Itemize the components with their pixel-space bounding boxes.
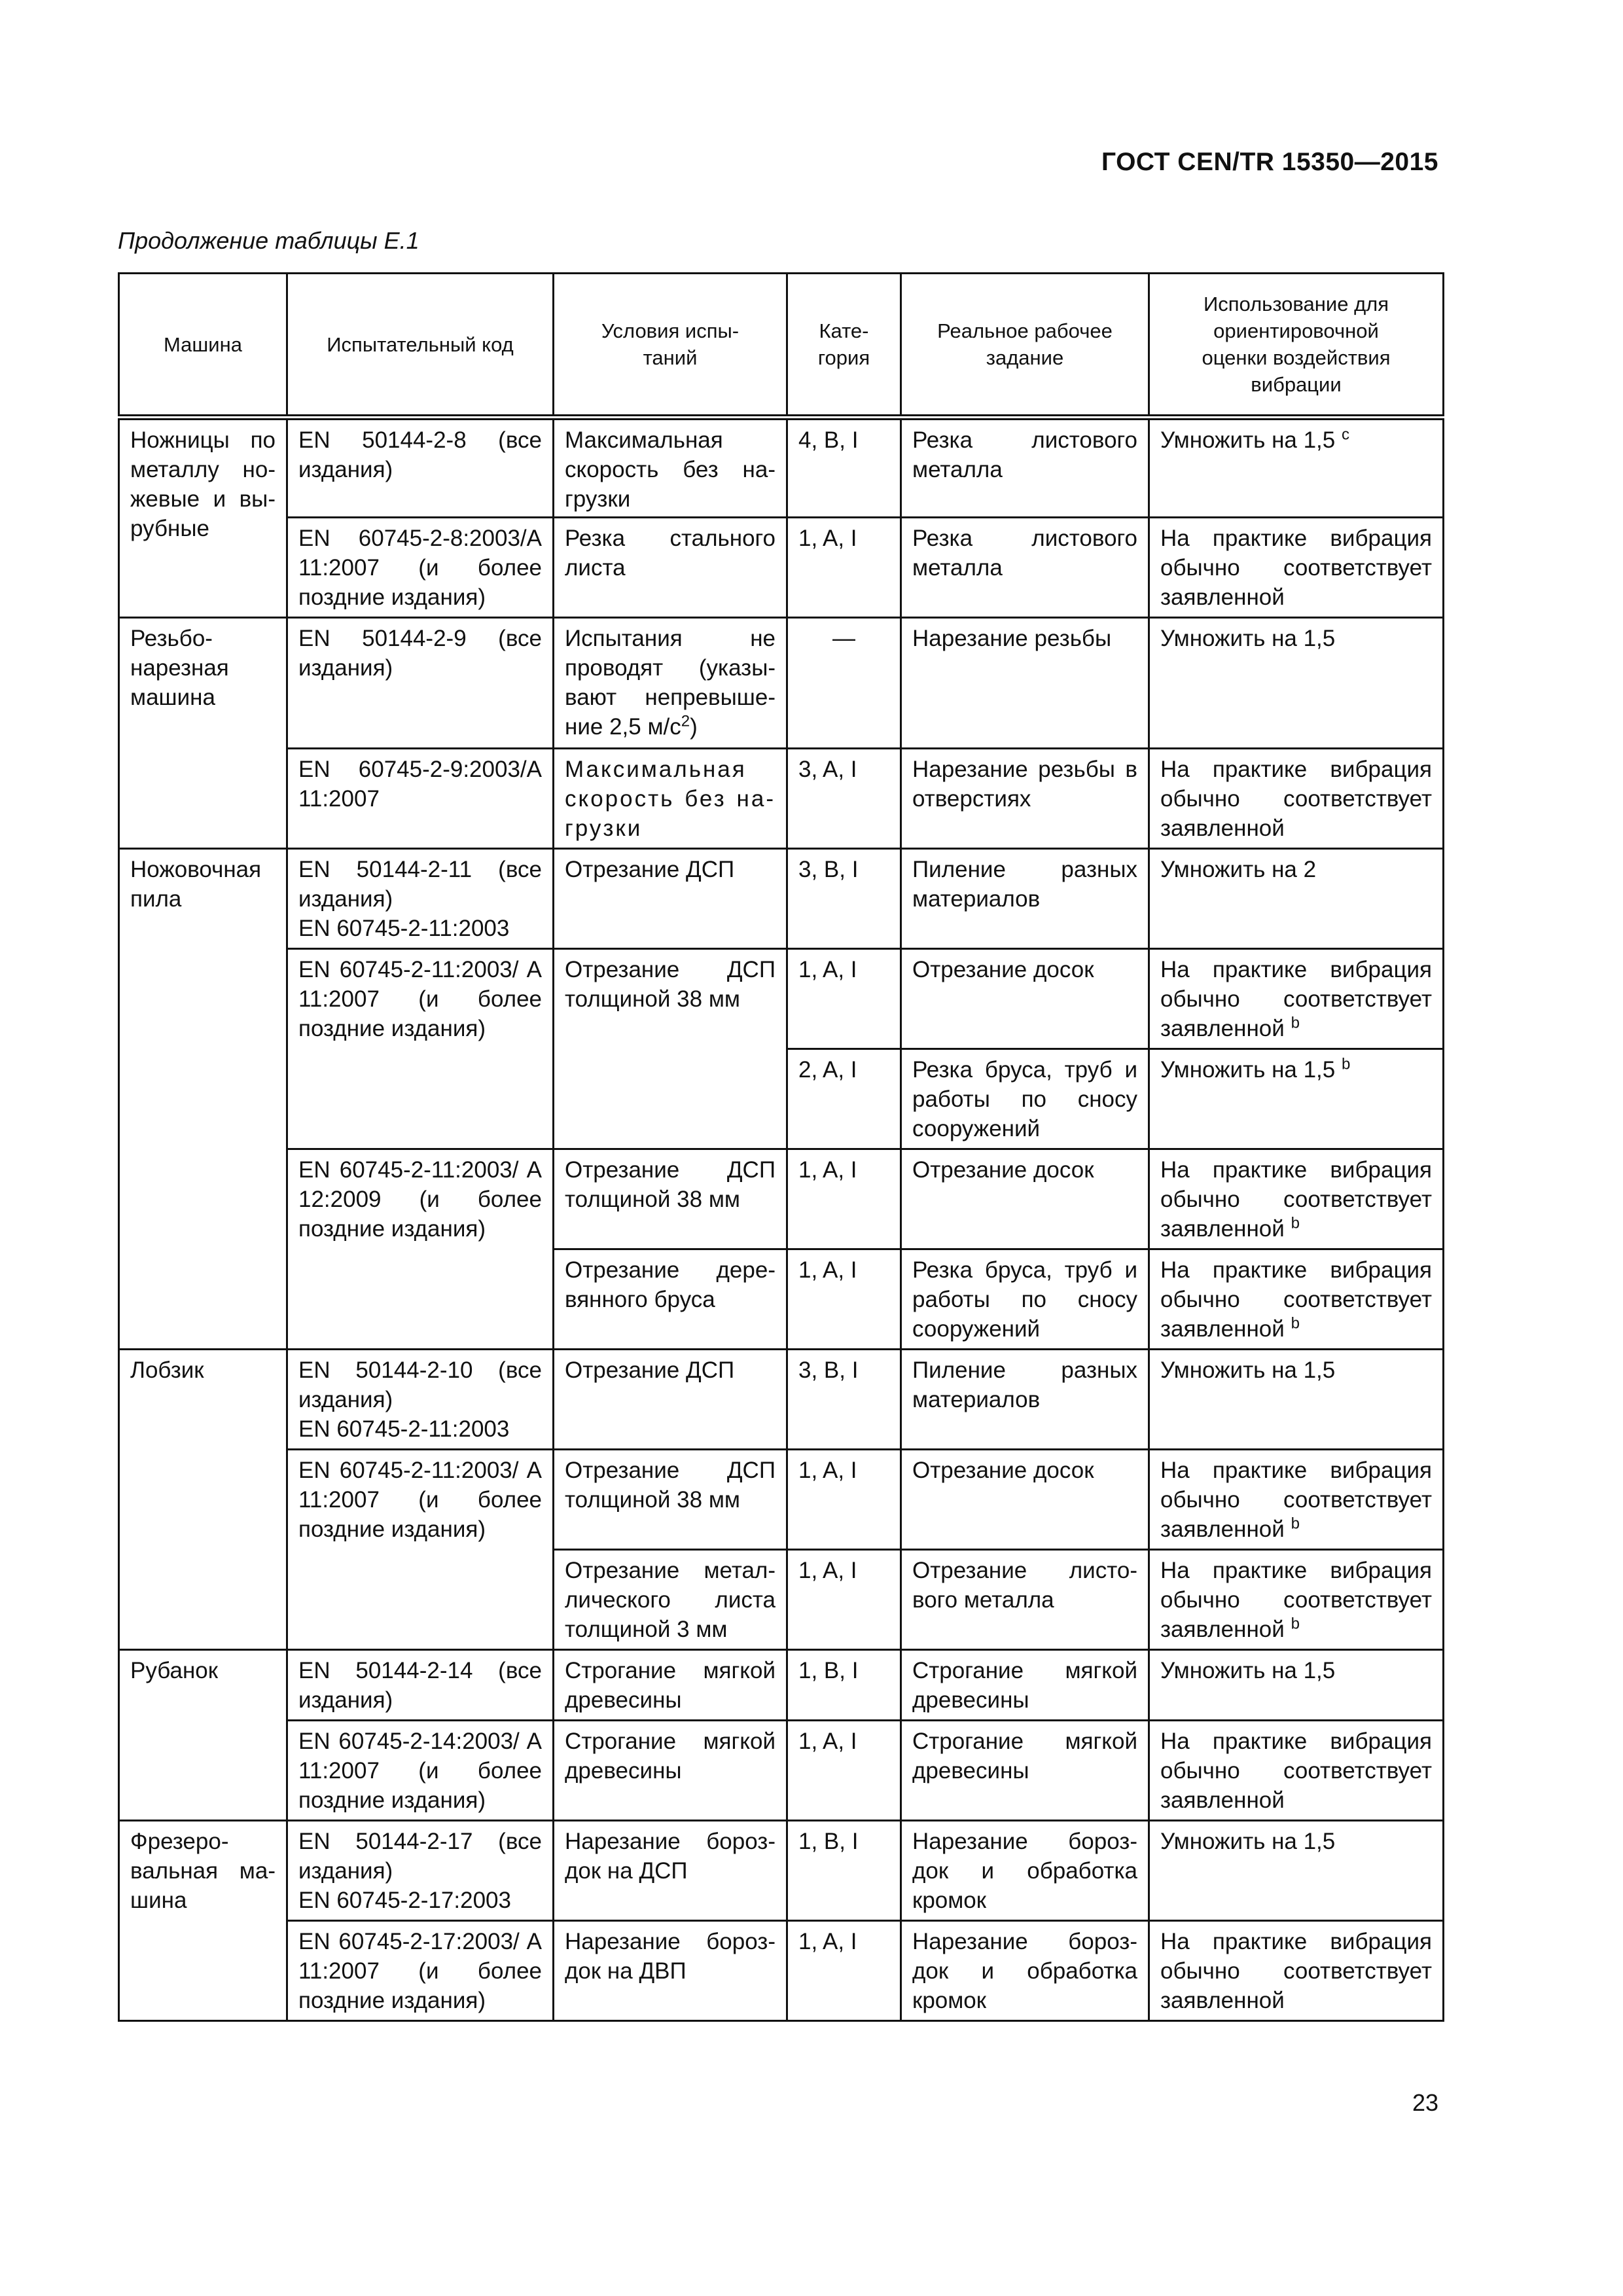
category-cell: 1, A, I [787,1550,901,1650]
real-task-cell: Нарезание бороз-док и обработка кромок [901,1821,1149,1921]
usage-cell: На практике вибрация обычно соответствует заявленной $^b$ [1149,1450,1444,1550]
footnote-marker: b [1291,1214,1300,1232]
test-conditions-cell: Отрезание ДСП [554,1350,787,1450]
test-conditions-cell: Строгание мягкой древесины [554,1721,787,1821]
test-conditions-cell: Максимальная скорость без на-грузки [554,418,787,518]
test-code-cell: EN 60745-2-8:2003/A 11:2007 (и более поздние издания) [287,518,554,618]
usage-cell: Умножить на 1,5 $^c$ [1149,418,1444,518]
table-row [119,949,1444,1049]
col-header-test-code: Испытательный код [287,274,554,418]
category-cell: 4, B, I [787,418,901,518]
category-cell: 3, B, I [787,1350,901,1450]
usage-cell: На практике вибрация обычно соответствует заявленной $^b$ [1149,1149,1444,1249]
real-task-cell: Нарезание бороз-док и обработка кромок [901,1921,1149,2021]
test-conditions-cell: Испытания не проводят (указы-вают непревыше-ние 2,5 $м/с^2$) [554,618,787,749]
real-task-cell: Резка листового металла [901,518,1149,618]
usage-cell: На практике вибрация обычно соответствует заявленной [1149,1721,1444,1821]
test-code-cell: EN 60745-2-9:2003/A 11:2007 [287,749,554,849]
real-task-cell: Отрезание досок [901,949,1149,1049]
test-conditions-cell: Отрезание метал-лического листа толщиной 3 мм [554,1550,787,1650]
usage-cell: На практике вибрация обычно соответствует заявленной [1149,749,1444,849]
usage-cell: На практике вибрация обычно соответствует заявленной [1149,518,1444,618]
category-cell: 3, A, I [787,749,901,849]
usage-cell: Умножить на 2 [1149,849,1444,949]
table-row [119,1650,1444,1721]
col-header-machine: Машина [119,274,287,418]
category-cell: 1, A, I [787,1921,901,2021]
col-header-test-conditions: Условия испы- таний [554,274,787,418]
category-cell: 1, B, I [787,1821,901,1921]
test-conditions-cell: Отрезание дере-вянного бруса [554,1249,787,1350]
col-header-real-task: Реальное рабочее задание [901,274,1149,418]
footnote-marker: b [1291,1314,1300,1333]
usage-cell: На практике вибрация обычно соответствует заявленной $^b$ [1149,1249,1444,1350]
category-cell: 1, A, I [787,1721,901,1821]
footnote-marker: b [1291,1615,1300,1633]
test-code-cell: EN 50144-2-9 (все издания) [287,618,554,749]
usage-cell: Умножить на 1,5 [1149,1650,1444,1721]
category-cell: 1, A, I [787,949,901,1049]
usage-cell: На практике вибрация обычно соответствует заявленной $^b$ [1149,949,1444,1049]
machine-cell: Ножовочная пила [119,849,287,1350]
test-conditions-cell: Нарезание бороз-док на ДСП [554,1821,787,1921]
test-conditions-cell: Отрезание ДСП толщиной 38 мм [554,949,787,1149]
machine-cell: Ножницы по металлу но-жевые и вы-рубные [119,418,287,618]
category-cell: 3, B, I [787,849,901,949]
test-code-cell: EN 60745-2-11:2003/ A 11:2007 (и более поздние издания) [287,949,554,1149]
test-code-cell: EN 60745-2-17:2003/ A 11:2007 (и более поздние издания) [287,1921,554,2021]
machine-cell: Резьбо-нарезная машина [119,618,287,849]
category-cell: — [787,618,901,749]
test-code-cell: EN 60745-2-14:2003/ A 11:2007 (и более поздние издания) [287,1721,554,1821]
footnote-marker: b [1342,1055,1351,1073]
footnote-marker: b [1291,1515,1300,1533]
real-task-cell: Резка бруса, труб и работы по сносу сооружений [901,1049,1149,1149]
table-row [119,749,1444,849]
superscript: 2 [681,712,690,730]
test-conditions-cell: Нарезание бороз-док на ДВП [554,1921,787,2021]
real-task-cell: Пиление разных материалов [901,849,1149,949]
usage-cell: На практике вибрация обычно соответствует заявленной $^b$ [1149,1550,1444,1650]
table-row [119,1821,1444,1921]
category-cell: 1, A, I [787,1149,901,1249]
test-conditions-cell: Отрезание ДСП [554,849,787,949]
test-conditions-cell: Отрезание ДСП толщиной 38 мм [554,1149,787,1249]
page-number: 23 [1412,2089,1438,2116]
footnote-marker: b [1291,1014,1300,1032]
category-cell: 1, A, I [787,1450,901,1550]
col-header-usage: Использование для ориентировочной оценки воздействия вибрации [1149,274,1444,418]
category-cell: 1, B, I [787,1650,901,1721]
table-row [119,618,1444,749]
test-conditions-cell: Отрезание ДСП толщиной 38 мм [554,1450,787,1550]
machine-cell: Лобзик [119,1350,287,1650]
test-conditions-cell: Строгание мягкой древесины [554,1650,787,1721]
usage-cell: Умножить на 1,5 [1149,1821,1444,1921]
test-code-cell: EN 50144-2-11 (все издания) EN 60745-2-11:2003 [287,849,554,949]
col-header-category: Кате- гория [787,274,901,418]
test-code-cell: EN 50144-2-8 (все издания) [287,418,554,518]
footnote-marker: c [1342,425,1349,444]
test-code-cell: EN 60745-2-11:2003/ A 12:2009 (и более поздние издания) [287,1149,554,1350]
usage-cell: Умножить на 1,5 [1149,1350,1444,1450]
test-code-cell: EN 50144-2-14 (все издания) [287,1650,554,1721]
table-row [119,1450,1444,1550]
real-task-cell: Нарезание резьбы в отверстиях [901,749,1149,849]
real-task-cell: Отрезание досок [901,1450,1149,1550]
real-task-cell: Отрезание листо-вого металла [901,1550,1149,1650]
test-conditions-cell: Резка стального листа [554,518,787,618]
table-row [119,1350,1444,1450]
vibration-table [118,272,1442,2022]
real-task-cell: Резка бруса, труб и работы по сносу сооружений [901,1249,1149,1350]
real-task-cell: Строгание мягкой древесины [901,1721,1149,1821]
real-task-cell: Строгание мягкой древесины [901,1650,1149,1721]
real-task-cell: Отрезание досок [901,1149,1149,1249]
table-row [119,418,1444,518]
table-row [119,1149,1444,1249]
table-row [119,1721,1444,1821]
standard-header: ГОСТ CEN/TR 15350—2015 [1101,148,1438,176]
real-task-cell: Резка листового металла [901,418,1149,518]
usage-cell: Умножить на 1,5 $^b$ [1149,1049,1444,1149]
usage-cell: На практике вибрация обычно соответствует заявленной [1149,1921,1444,2021]
usage-cell: Умножить на 1,5 [1149,618,1444,749]
test-code-cell: EN 50144-2-17 (все издания) EN 60745-2-17:2003 [287,1821,554,1921]
real-task-cell: Пиление разных материалов [901,1350,1149,1450]
test-code-cell: EN 60745-2-11:2003/ A 11:2007 (и более поздние издания) [287,1450,554,1650]
table-row [119,849,1444,949]
category-cell: 1, A, I [787,1249,901,1350]
test-code-cell: EN 50144-2-10 (все издания) EN 60745-2-11:2003 [287,1350,554,1450]
table-row [119,1921,1444,2021]
category-cell: 2, A, I [787,1049,901,1149]
table-caption: Продолжение таблицы Е.1 [118,227,419,254]
machine-cell: Фрезеро-вальная ма-шина [119,1821,287,2021]
category-cell: 1, A, I [787,518,901,618]
machine-cell: Рубанок [119,1650,287,1821]
table-header-row [119,274,1444,418]
real-task-cell: Нарезание резьбы [901,618,1149,749]
test-conditions-cell: Максимальная скорость без на-грузки [554,749,787,849]
table-row [119,518,1444,618]
